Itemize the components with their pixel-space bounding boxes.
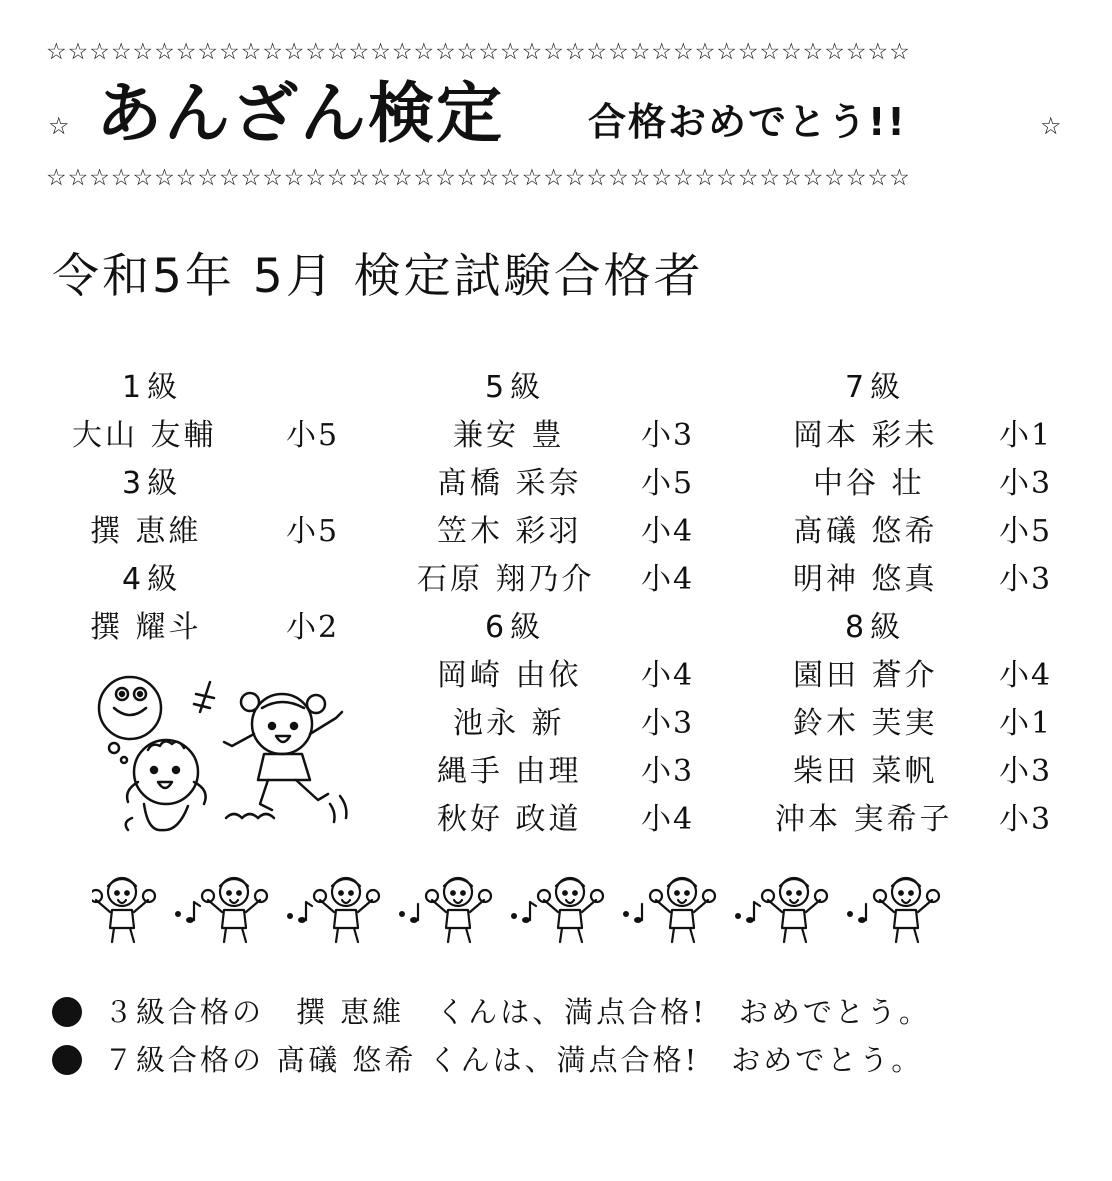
- person-class: 小5: [286, 514, 340, 549]
- bullet-icon: [52, 1045, 82, 1075]
- person-class: 小4: [641, 514, 695, 549]
- person-name: 兼安 豊: [453, 418, 565, 453]
- section-heading: 令和5年 5月 検定試験合格者: [52, 249, 704, 304]
- person-row: [775, 510, 1075, 558]
- note-text: ３級合格の 撰 恵維 くんは、満点合格! おめでとう。: [104, 995, 931, 1029]
- person-name: 秋好 政道: [437, 802, 582, 837]
- grade-label: 6級: [485, 610, 547, 645]
- person-class: 小4: [641, 562, 695, 597]
- grade-label: 7級: [845, 370, 907, 405]
- star-border-top: ☆☆☆☆☆☆☆☆☆☆☆☆☆☆☆☆☆☆☆☆☆☆☆☆☆☆☆☆☆☆☆☆☆☆☆☆☆☆☆☆: [46, 40, 911, 64]
- person-class: 小3: [999, 802, 1053, 837]
- grade-row: [415, 606, 715, 654]
- person-row: [415, 510, 715, 558]
- children-playing-illustration: [92, 672, 362, 842]
- page-subtitle: 合格おめでとう!!: [588, 100, 907, 144]
- person-class: 小1: [999, 418, 1053, 453]
- grade-row: [775, 606, 1075, 654]
- grade-label: 3級: [122, 466, 184, 501]
- star-border-bottom: ☆☆☆☆☆☆☆☆☆☆☆☆☆☆☆☆☆☆☆☆☆☆☆☆☆☆☆☆☆☆☆☆☆☆☆☆☆☆☆☆: [46, 166, 911, 190]
- person-class: 小2: [286, 610, 340, 645]
- star-left: ☆: [48, 112, 70, 140]
- person-row: [775, 654, 1075, 702]
- note-perfect-score-2: [52, 1038, 923, 1082]
- person-name: 中谷 壮: [813, 466, 925, 501]
- person-name: 沖本 実希子: [775, 802, 953, 837]
- person-name: 撰 恵維: [90, 514, 202, 549]
- person-class: 小1: [999, 706, 1053, 741]
- cheering-children-border: [92, 866, 1002, 950]
- person-name: 石原 翔乃介: [417, 562, 595, 597]
- person-name: 撰 耀斗: [90, 610, 202, 645]
- person-row: [60, 510, 360, 558]
- person-name: 髙橋 采奈: [437, 466, 582, 501]
- person-row: [775, 558, 1075, 606]
- person-name: 岡崎 由依: [437, 658, 582, 693]
- person-row: [60, 606, 360, 654]
- person-row: [415, 750, 715, 798]
- bullet-icon: [52, 997, 82, 1027]
- grade-row: [60, 462, 360, 510]
- grade-row: [415, 366, 715, 414]
- person-class: 小5: [641, 466, 695, 501]
- grade-label: 4級: [122, 562, 184, 597]
- person-row: [415, 654, 715, 702]
- person-class: 小5: [999, 514, 1053, 549]
- person-row: [775, 750, 1075, 798]
- grade-label: 1級: [122, 370, 184, 405]
- person-name: 笠木 彩羽: [437, 514, 582, 549]
- person-name: 大山 友輔: [72, 418, 217, 453]
- grade-row: [775, 366, 1075, 414]
- grade-row: [60, 366, 360, 414]
- person-row: [60, 414, 360, 462]
- person-name: 縄手 由理: [437, 754, 582, 789]
- person-row: [415, 798, 715, 846]
- person-name: 明神 悠真: [793, 562, 938, 597]
- person-name: 園田 蒼介: [793, 658, 938, 693]
- person-row: [415, 558, 715, 606]
- person-row: [775, 702, 1075, 750]
- results-column-3: [775, 366, 1075, 846]
- page-title: あんざん検定: [96, 75, 504, 152]
- person-row: [775, 462, 1075, 510]
- person-name: 髙礒 悠希: [793, 514, 938, 549]
- results-column-1: [60, 366, 360, 654]
- person-class: 小4: [999, 658, 1053, 693]
- person-name: 岡本 彩未: [793, 418, 938, 453]
- person-row: [775, 798, 1075, 846]
- person-class: 小5: [286, 418, 340, 453]
- person-class: 小3: [641, 706, 695, 741]
- person-name: 柴田 菜帆: [793, 754, 938, 789]
- person-row: [775, 414, 1075, 462]
- person-class: 小3: [999, 562, 1053, 597]
- star-right: ☆: [1040, 112, 1062, 140]
- person-row: [415, 702, 715, 750]
- person-row: [415, 414, 715, 462]
- person-row: [415, 462, 715, 510]
- person-class: 小3: [641, 754, 695, 789]
- grade-row: [60, 558, 360, 606]
- person-name: 鈴木 芙実: [793, 706, 938, 741]
- person-class: 小3: [641, 418, 695, 453]
- grade-label: 5級: [485, 370, 547, 405]
- person-class: 小4: [641, 658, 695, 693]
- person-class: 小4: [641, 802, 695, 837]
- person-class: 小3: [999, 754, 1053, 789]
- results-column-2: [415, 366, 715, 846]
- note-perfect-score-1: [52, 990, 931, 1034]
- grade-label: 8級: [845, 610, 907, 645]
- note-text: ７級合格の 髙礒 悠希 くんは、満点合格! おめでとう。: [104, 1043, 924, 1077]
- person-name: 池永 新: [453, 706, 565, 741]
- person-class: 小3: [999, 466, 1053, 501]
